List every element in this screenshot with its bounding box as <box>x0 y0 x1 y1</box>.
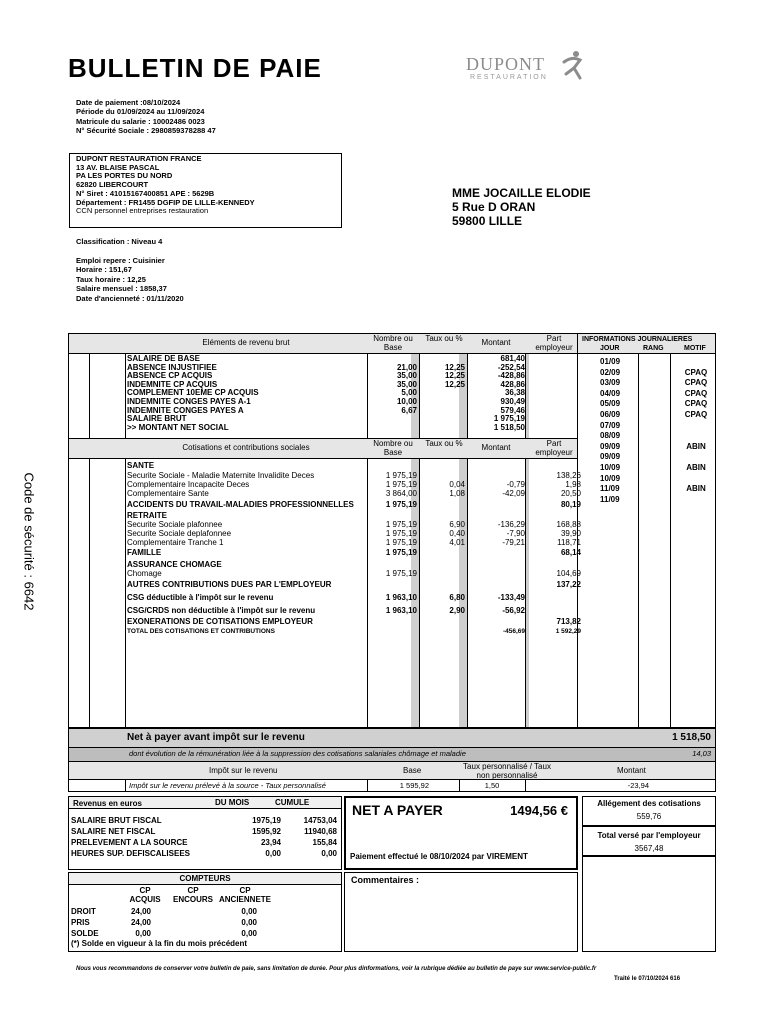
evolution-value: 14,03 <box>692 749 711 758</box>
row-label: Securite Sociale - Maladie Maternite Invalidite Deces <box>127 471 315 480</box>
row-rate: 0,04 <box>449 480 465 489</box>
row-employer-part: 1,98 <box>565 480 581 489</box>
daily-row <box>578 389 715 399</box>
row-base: 1 963,10 <box>385 606 417 615</box>
employer-line: 62820 LIBERCOURT <box>76 180 149 190</box>
employer-line: CCN personnel entreprises restauration <box>76 206 209 216</box>
income-label: HEURES SUP. DEFISCALISEES <box>71 849 190 858</box>
counter-label: PRIS <box>71 918 90 927</box>
col-header: Taux ou % <box>425 334 463 343</box>
daily-info-title: INFORMATIONS JOURNALIERES <box>582 336 693 343</box>
income-row <box>71 816 339 826</box>
income-tax-label: Impôt sur le revenu prélevé à la source - Taux personnalisé <box>129 781 326 790</box>
counter-acquired: 24,00 <box>130 907 151 916</box>
counter-row <box>71 918 339 928</box>
day: 03/09 <box>600 378 621 388</box>
payment-date: Date de paiement :08/10/2024 <box>76 98 181 107</box>
row-base: 35,00 <box>396 371 417 381</box>
table-row <box>125 489 581 499</box>
income-month: 1595,92 <box>252 827 281 836</box>
row-label: Securite Sociale deplafonnee <box>127 529 232 538</box>
day: 09/09 <box>600 452 621 462</box>
daily-row <box>578 474 715 484</box>
col-header: CP ANCIENNETE <box>219 886 272 905</box>
row-base: 1 975,19 <box>385 520 417 529</box>
employer-total <box>582 826 716 856</box>
employer-total-label: Total versé par l'employeur <box>597 831 701 840</box>
row-base: 5,00 <box>401 388 417 398</box>
daily-row <box>578 484 715 494</box>
row-employer-part: 80,19 <box>560 500 581 509</box>
reason: CPAQ <box>684 410 708 419</box>
daily-row <box>578 410 715 420</box>
col-header: JOUR <box>600 345 620 352</box>
row-base: 1 975,19 <box>385 529 417 538</box>
col-header: RANG <box>643 345 664 352</box>
daily-row <box>578 421 715 431</box>
table-header-revenue <box>69 333 577 354</box>
col-header: Part employeur <box>535 439 573 458</box>
counter-label: SOLDE <box>71 929 99 938</box>
row-rate: 1,08 <box>449 489 465 498</box>
row-rate: 6,80 <box>449 593 465 602</box>
logo-subtitle: RESTAURATION <box>470 74 548 81</box>
employer-line: 13 AV. BLAISE PASCAL <box>76 162 160 172</box>
row-employer-part: 20,50 <box>560 489 581 498</box>
comments-label: Commentaires : <box>351 875 420 885</box>
counters-title: COMPTEURS <box>179 874 231 883</box>
row-rate: 12,25 <box>444 371 465 381</box>
daily-row <box>578 378 715 388</box>
reason: ABIN <box>686 463 706 472</box>
row-amount: 579,46 <box>500 405 525 415</box>
row-amount: -133,49 <box>497 593 525 602</box>
row-base: 1 975,19 <box>385 480 417 489</box>
table-row <box>125 593 577 603</box>
row-label: ABSENCE INJUSTIFIEE <box>127 362 217 372</box>
footer-note: Nous vous recommandons de conserver votre bulletin de paie, sans limitation de durée. Pour plus dinformations, voir la rubrique dédiée au bulletin de paye sur www.service-public.fr <box>76 966 597 972</box>
processed-date: Traité le 07/10/2024 616 <box>614 976 681 982</box>
net-before-tax-label: Net à payer avant impôt sur le revenu <box>127 732 305 743</box>
row-amount: -456,69 <box>502 628 525 635</box>
counter-seniority: 0,00 <box>241 918 257 927</box>
income-month: 23,94 <box>260 838 281 847</box>
day: 11/09 <box>600 494 620 504</box>
row-rate: 12,25 <box>444 379 465 389</box>
col-header: CP ENCOURS <box>172 886 213 905</box>
table-row <box>125 580 581 590</box>
counter-acquired: 24,00 <box>130 918 151 927</box>
job-line: Emploi repere : Cuisinier <box>76 256 165 265</box>
col-header: Base <box>403 766 422 775</box>
row-rate: 0,40 <box>449 529 465 538</box>
daily-row <box>578 431 715 441</box>
row-label: Complementaire Tranche 1 <box>127 538 224 547</box>
reason: CPAQ <box>684 378 708 388</box>
col-header: Impôt sur le revenu <box>209 766 278 775</box>
col-header: Cotisations et contributions sociales <box>182 443 310 452</box>
employee-name: MME JOCAILLE ELODIE <box>452 186 591 200</box>
employee-street: 5 Rue D ORAN <box>452 200 536 214</box>
job-info <box>76 256 184 303</box>
net-to-pay-label: NET A PAYER <box>352 802 443 818</box>
job-line: Date d'ancienneté : 01/11/2020 <box>76 293 184 303</box>
day: 05/09 <box>600 399 621 409</box>
job-line: Salaire mensuel : 1858,37 <box>76 284 167 294</box>
empty-box <box>582 856 716 952</box>
daily-info-panel <box>578 333 716 728</box>
col-header: Montant <box>617 766 646 775</box>
row-base: 21,00 <box>396 362 417 372</box>
reason: ABIN <box>686 441 706 451</box>
day: 01/09 <box>600 357 621 366</box>
daily-row <box>578 442 715 452</box>
daily-info-header <box>578 334 715 354</box>
classification: Classification : Niveau 4 <box>76 237 163 246</box>
reason: CPAQ <box>684 388 708 398</box>
employer-box <box>69 153 342 228</box>
row-label: Complementaire Incapacite Deces <box>127 480 250 489</box>
col-header: Nombre ou Base <box>373 439 413 458</box>
relief-value: 559,76 <box>636 812 662 822</box>
row-base: 10,00 <box>396 397 417 406</box>
table-row <box>125 423 577 433</box>
row-base: 1 975,19 <box>385 548 417 557</box>
document-title: BULLETIN DE PAIE <box>68 53 322 83</box>
security-code <box>18 470 37 611</box>
runner-icon <box>558 48 586 82</box>
col-header: Taux ou % <box>425 439 463 448</box>
counter-seniority: 0,00 <box>241 929 257 938</box>
table-row <box>125 606 577 616</box>
income-tax-section <box>68 762 716 792</box>
row-label: INDEMNITE CONGES PAYES A-1 <box>127 397 251 406</box>
income-row <box>71 849 339 859</box>
row-label: AUTRES CONTRIBUTIONS DUES PAR L'EMPLOYEUR <box>127 580 332 589</box>
counters-note: (*) Solde en vigueur à la fin du mois précédent <box>71 939 248 948</box>
row-employer-part: 138,26 <box>556 471 581 480</box>
daily-row <box>578 452 715 462</box>
row-employer-part: 68,14 <box>560 548 581 557</box>
counter-label: DROIT <box>71 907 96 916</box>
table-row <box>125 461 577 471</box>
row-amount: 36,38 <box>504 388 525 398</box>
evolution-label: dont évolution de la rémunération liée à la suppression des cotisations salariales chômage et maladie <box>129 749 466 758</box>
col-header: Eléments de revenu brut <box>202 338 290 347</box>
logo-brand: DUPONT <box>466 54 546 74</box>
income-label: PRELEVEMENT A LA SOURCE <box>71 838 188 847</box>
day: 02/09 <box>600 367 621 377</box>
daily-row <box>578 357 715 367</box>
income-cumul: 14753,04 <box>303 816 337 825</box>
row-employer-part: 713,82 <box>556 617 581 626</box>
income-label: SALAIRE BRUT FISCAL <box>71 816 162 825</box>
income-tax-amount: -23,94 <box>627 781 649 790</box>
income-row <box>71 827 339 837</box>
row-employer-part: 137,22 <box>556 580 581 589</box>
net-to-pay-value: 1494,56 € <box>510 803 568 818</box>
row-label: CSG/CRDS non déductible à l'impôt sur le revenu <box>127 606 316 615</box>
day: 10/09 <box>600 463 621 472</box>
counter-acquired: 0,00 <box>135 929 151 938</box>
row-employer-part: 1 592,29 <box>555 628 581 635</box>
row-label: SALAIRE DE BASE <box>127 354 200 363</box>
row-employer-part: 104,69 <box>556 569 581 578</box>
row-label: ASSURANCE CHOMAGE <box>127 560 222 569</box>
row-employer-part: 39,90 <box>560 529 581 538</box>
row-label: EXONERATIONS DE COTISATIONS EMPLOYEUR <box>127 617 313 626</box>
payment-info <box>76 98 216 136</box>
job-line: Taux horaire : 12,25 <box>76 274 146 284</box>
income-summary <box>68 796 342 870</box>
income-tax-base: 1 595,92 <box>399 781 429 790</box>
row-label: SANTE <box>127 461 155 470</box>
income-summary-title: Revenus en euros <box>73 799 142 808</box>
col-header: Nombre ou Base <box>373 334 413 353</box>
col-header: Montant <box>481 443 511 452</box>
pay-table <box>68 333 581 728</box>
col-header: CUMULE <box>275 798 310 807</box>
row-label: RETRAITE <box>127 511 167 520</box>
table-row <box>125 538 581 548</box>
employer-line: N° Siret : 41015167400851 APE : 5629B <box>76 188 215 198</box>
counters <box>68 872 342 952</box>
table-row <box>125 628 581 638</box>
row-label: CSG déductible à l'impôt sur le revenu <box>127 593 274 602</box>
employer-line: Département : FR1455 DGFIP DE LILLE-KENNEDY <box>76 197 255 207</box>
row-label: INDEMNITE CONGES PAYES A <box>127 405 244 415</box>
payment-method: Paiement effectué le 08/10/2024 par VIREMENT <box>350 852 528 861</box>
row-rate: 2,90 <box>449 606 465 615</box>
table-row <box>125 548 581 558</box>
relief-label: Allégement des cotisations <box>597 799 701 808</box>
row-amount: -0,79 <box>506 480 525 489</box>
daily-row <box>578 495 715 505</box>
row-amount: -42,09 <box>502 489 525 498</box>
net-to-pay <box>344 796 578 870</box>
daily-row <box>578 463 715 473</box>
table-row <box>125 500 581 510</box>
row-amount: 428,86 <box>500 379 525 389</box>
net-before-tax-value: 1 518,50 <box>672 732 711 743</box>
income-label: SALAIRE NET FISCAL <box>71 827 156 836</box>
daily-row <box>578 399 715 409</box>
employee-city: 59800 LILLE <box>452 214 523 228</box>
row-label: INDEMNITE CP ACQUIS <box>127 379 218 389</box>
table-row <box>125 569 581 579</box>
employer-total-value: 3567,48 <box>634 844 664 854</box>
comments-box <box>344 872 578 952</box>
row-amount: 930,49 <box>500 397 525 406</box>
col-header: CP ACQUIS <box>129 886 161 905</box>
day: 10/09 <box>600 473 621 483</box>
row-base: 3 864,00 <box>385 489 417 498</box>
row-amount: -252,54 <box>497 362 525 372</box>
row-base: 6,67 <box>401 405 417 415</box>
row-base: 1 975,19 <box>385 471 417 480</box>
net-before-tax <box>68 728 716 748</box>
row-label: TOTAL DES COTISATIONS ET CONTRIBUTIONS <box>127 628 275 635</box>
employer-line: DUPONT RESTAURATION FRANCE <box>76 154 202 163</box>
day: 11/09 <box>600 484 620 494</box>
table-header-contributions <box>69 438 577 459</box>
counter-row <box>71 907 339 917</box>
row-amount: 681,40 <box>500 354 525 363</box>
day: 07/09 <box>600 420 621 430</box>
row-amount: -428,86 <box>497 371 525 381</box>
reason: ABIN <box>686 484 706 494</box>
col-header: DU MOIS <box>215 798 250 807</box>
job-line: Horaire : 151,67 <box>76 265 132 275</box>
income-month: 0,00 <box>265 849 281 858</box>
row-amount: -56,92 <box>502 606 525 615</box>
row-rate: 6,90 <box>449 520 465 529</box>
counter-seniority: 0,00 <box>241 907 257 916</box>
contribution-relief <box>582 796 716 826</box>
income-cumul: 11940,68 <box>304 827 337 836</box>
row-amount: 1 518,50 <box>493 422 525 432</box>
reason: CPAQ <box>684 399 708 409</box>
row-base: 1 963,10 <box>385 593 417 602</box>
row-amount: -79,21 <box>502 538 525 547</box>
income-cumul: 0,00 <box>321 849 337 858</box>
row-employer-part: 118,71 <box>557 538 581 547</box>
row-amount: 1 975,19 <box>493 414 525 424</box>
row-label: COMPLEMENT 10EME CP ACQUIS <box>127 388 259 398</box>
income-cumul: 155,84 <box>312 838 337 847</box>
social-security-number: N° Sécurité Sociale : 2980859378288 47 <box>76 126 216 136</box>
company-logo <box>462 46 592 86</box>
row-label: Securite Sociale plafonnee <box>127 520 223 529</box>
row-label: ACCIDENTS DU TRAVAIL-MALADIES PROFESSIONNELLES <box>127 500 354 509</box>
row-base: 1 975,19 <box>385 500 417 509</box>
employee-address <box>452 186 591 228</box>
row-amount: -136,29 <box>497 520 525 529</box>
row-base: 1 975,19 <box>385 569 417 578</box>
day: 08/09 <box>600 431 621 441</box>
row-employer-part: 168,88 <box>556 520 581 529</box>
row-label: Chomage <box>127 569 162 578</box>
day: 06/09 <box>600 410 621 419</box>
col-header: Part employeur <box>535 334 573 353</box>
col-header: Montant <box>481 338 511 347</box>
row-base: 1 975,19 <box>385 538 417 547</box>
income-tax-rate: 1,50 <box>484 781 500 790</box>
row-label: FAMILLE <box>127 548 162 557</box>
row-label: ABSENCE CP ACQUIS <box>127 371 213 381</box>
row-base: 35,00 <box>396 379 417 389</box>
col-header: Taux personnalisé / Taux non personnalisé <box>463 762 551 781</box>
income-tax-header <box>69 762 715 780</box>
col-header: MOTIF <box>684 345 706 352</box>
row-rate: 4,01 <box>449 538 465 547</box>
day: 04/09 <box>600 388 621 398</box>
daily-row <box>578 368 715 378</box>
security-code-text: Code de sécurité : 6642 <box>21 472 37 611</box>
day: 09/09 <box>600 441 621 451</box>
table-row <box>125 617 581 627</box>
counter-row <box>71 929 339 939</box>
income-month: 1975,19 <box>252 816 281 825</box>
row-label: Complementaire Sante <box>127 489 209 498</box>
employee-id: Matricule du salarie : 10002486 0023 <box>76 116 205 126</box>
row-label: >> MONTANT NET SOCIAL <box>127 422 229 432</box>
pay-period: Période du 01/09/2024 au 11/09/2024 <box>76 107 205 117</box>
row-amount: -7,90 <box>506 529 525 538</box>
employer-line: PA LES PORTES DU NORD <box>76 171 173 181</box>
row-label: SALAIRE BRUT <box>127 414 187 424</box>
row-rate: 12,25 <box>444 362 465 372</box>
remuneration-evolution <box>68 748 716 762</box>
reason: CPAQ <box>684 367 708 377</box>
income-row <box>71 838 339 848</box>
